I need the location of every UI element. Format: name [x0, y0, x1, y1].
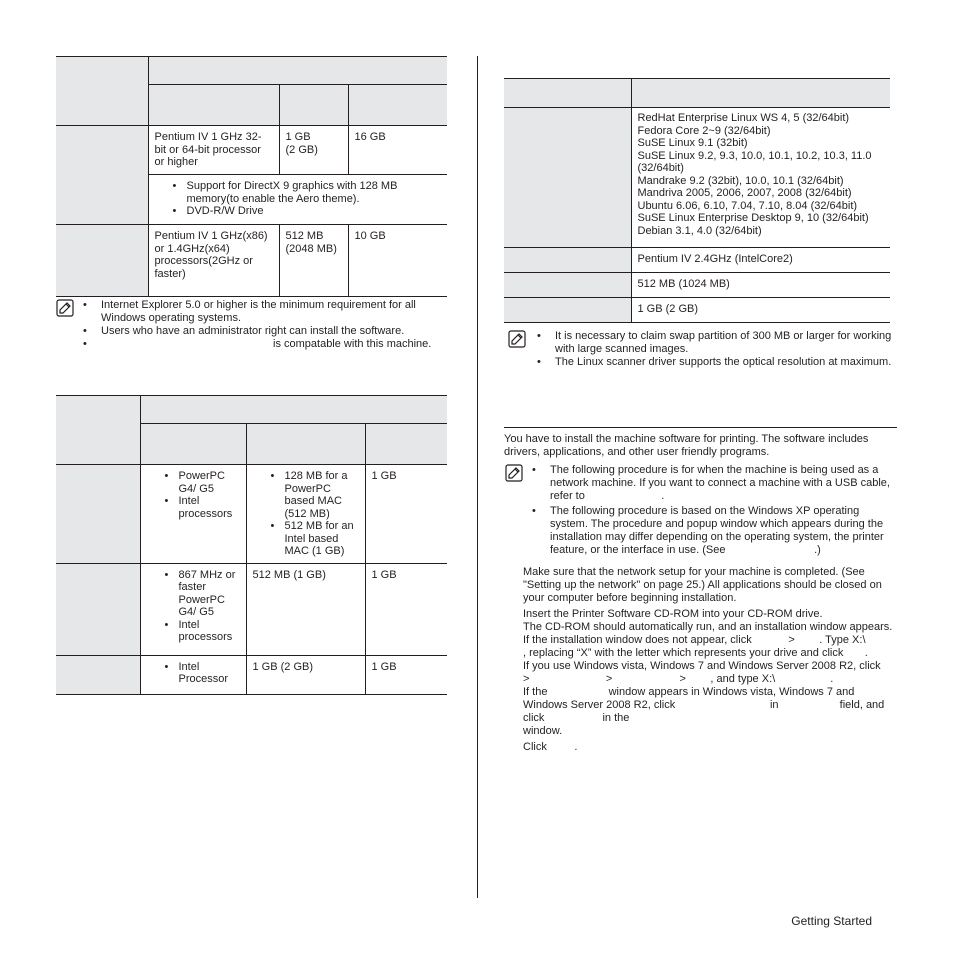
linux-os-label-cell — [504, 108, 631, 248]
list-item: Click . — [523, 741, 578, 753]
mac-requirements-table — [56, 395, 447, 695]
mac-hdd-header-cell — [365, 424, 447, 465]
table-cell-cpu — [140, 465, 246, 564]
table-cell-ram — [246, 465, 365, 564]
list-item: • Intel processors — [179, 619, 240, 644]
list-item: Mandrake 9.2 (32bit), 10.0, 10.1 (32/64bit) — [637, 174, 844, 187]
list-item: • DVD-R/W Drive — [187, 205, 442, 218]
table-cell-cpu: Pentium IV 2.4GHz (IntelCore2) — [631, 248, 890, 273]
list-item: The CD-ROM should automatically run, and an installation window appears. — [523, 621, 893, 633]
table-cell-hdd: 1 GB (2 GB) — [631, 298, 890, 323]
linux-cpu-label-cell — [504, 248, 631, 273]
table-cell-hdd: 1 GB — [365, 563, 447, 655]
table-cell-ram: 512 MB (2048 MB) — [279, 225, 348, 297]
mac-os-header-cell — [56, 396, 140, 465]
list-item: Insert the Printer Software CD-ROM into your CD-ROM drive. — [523, 608, 823, 620]
install-intro: You have to install the machine software for printing. The software includes drivers, applications, and other user friendly programs. — [504, 433, 869, 458]
mac-os-cell — [56, 655, 140, 694]
list-item: Fedora Core 2~9 (32/64bit) — [637, 124, 771, 137]
linux-os-list-cell — [631, 108, 890, 248]
windows-os-header-cell — [56, 57, 148, 126]
windows-requirements-table — [56, 56, 447, 297]
linux-item-header-cell — [504, 79, 631, 108]
column-divider — [477, 56, 478, 898]
list-item: • The following procedure is for when the machine is being used as a network machine. If you want to connect a machine with a USB cable, refer to . — [532, 464, 897, 503]
list-item: • Intel processors — [179, 495, 240, 520]
linux-hdd-label-cell — [504, 298, 631, 323]
linux-requirements-table — [504, 78, 890, 323]
list-item: SuSE Linux 9.1 (32bit) — [637, 137, 748, 149]
table-cell-cpu: Pentium IV 1 GHz 32-bit or 64-bit processor or higher — [148, 126, 279, 175]
list-item: SuSE Linux Enterprise Desktop 9, 10 (32/64bit) — [637, 212, 869, 224]
mac-cpu-header-cell — [140, 424, 246, 465]
list-item: Make sure that the network setup for your machine is completed. (See "Setting up the network" on page 25.) All applications should be closed on your computer before beginning installation. — [523, 566, 882, 604]
list-item: • is compatable with this machine. — [83, 338, 448, 351]
table-cell-cpu: Pentium IV 1 GHz(x86) or 1.4GHz(x64) processors(2GHz or faster) — [148, 225, 279, 297]
linux-requirement-header-cell — [631, 79, 890, 108]
list-item: Debian 3.1, 4.0 (32/64bit) — [637, 224, 762, 237]
table-cell-hdd: 16 GB — [348, 126, 447, 175]
list-item: • Users who have an administrator right can install the software. — [83, 325, 448, 338]
table-cell-hdd: 1 GB — [365, 655, 447, 694]
list-item: • PowerPC G4/ G5 — [179, 470, 240, 495]
table-cell-ram: 1 GB (2 GB) — [246, 655, 365, 694]
install-steps — [523, 566, 921, 757]
list-item: RedHat Enterprise Linux WS 4, 5 (32/64bit) — [637, 112, 850, 124]
page-footer: Getting Started — [791, 914, 872, 928]
list-item: • Support for DirectX 9 graphics with 128 MB memory(to enable the Aero theme). — [187, 180, 442, 205]
install-note — [505, 464, 897, 557]
note-icon — [56, 299, 74, 317]
list-item: Mandriva 2005, 2006, 2007, 2008 (32/64bit) — [637, 187, 852, 199]
windows-note — [56, 299, 448, 351]
table-cell-ram: 512 MB (1024 MB) — [631, 273, 890, 298]
table-cell-notes — [148, 175, 447, 225]
table-cell-hdd: 1 GB — [365, 465, 447, 564]
list-item: • 128 MB for a PowerPC based MAC (512 MB) — [285, 470, 359, 520]
mac-requirement-header-cell — [140, 396, 447, 424]
windows-os-cell — [56, 126, 148, 225]
table-cell-ram: 1 GB (2 GB) — [279, 126, 348, 175]
table-cell-ram: 512 MB (1 GB) — [246, 563, 365, 655]
list-item: • The Linux scanner driver supports the optical resolution at maximum. — [537, 356, 893, 369]
table-cell-cpu — [140, 563, 246, 655]
mac-os-cell — [56, 465, 140, 564]
list-item: If the window appears in Windows vista, Windows 7 and Windows Server 2008 R2, click in field, and click in the window. — [523, 686, 885, 737]
linux-note — [508, 330, 893, 369]
windows-hdd-header-cell — [348, 85, 447, 126]
section-divider — [504, 427, 897, 428]
list-item: • 867 MHz or faster PowerPC G4/ G5 — [179, 569, 240, 619]
list-item: • Internet Explorer 5.0 or higher is the minimum requirement for all Windows operating systems. — [83, 299, 448, 325]
list-item: • The following procedure is based on the Windows XP operating system. The procedure and popup window which appears during the installation may differ depending on the operating system, the printer feature, or the interface in use. (See .) — [532, 505, 897, 557]
note-icon — [505, 464, 523, 482]
table-cell-cpu — [140, 655, 246, 694]
table-cell-hdd: 10 GB — [348, 225, 447, 297]
note-icon — [508, 330, 526, 348]
list-item: SuSE Linux 9.2, 9.3, 10.0, 10.1, 10.2, 10.3, 11.0 (32/64bit) — [637, 149, 872, 174]
list-item: • Intel Processor — [179, 661, 240, 686]
list-item: • 512 MB for an Intel based MAC (1 GB) — [285, 520, 359, 558]
windows-cpu-header-cell — [148, 85, 279, 126]
mac-os-cell — [56, 563, 140, 655]
list-item: If the installation window does not appear, click > . Type X:\ , replacing “X” with the letter which represents your drive and click . — [523, 634, 921, 659]
linux-ram-label-cell — [504, 273, 631, 298]
list-item: • It is necessary to claim swap partition of 300 MB or larger for working with large scanned images. — [537, 330, 893, 356]
windows-ram-header-cell — [279, 85, 348, 126]
mac-ram-header-cell — [246, 424, 365, 465]
list-item: If you use Windows vista, Windows 7 and Windows Server 2008 R2, click > > > , and type X:\ . — [523, 660, 915, 685]
list-item: Ubuntu 6.06, 6.10, 7.04, 7.10, 8.04 (32/64bit) — [637, 199, 858, 212]
windows-os-cell — [56, 225, 148, 297]
windows-requirement-header-cell — [148, 57, 447, 85]
